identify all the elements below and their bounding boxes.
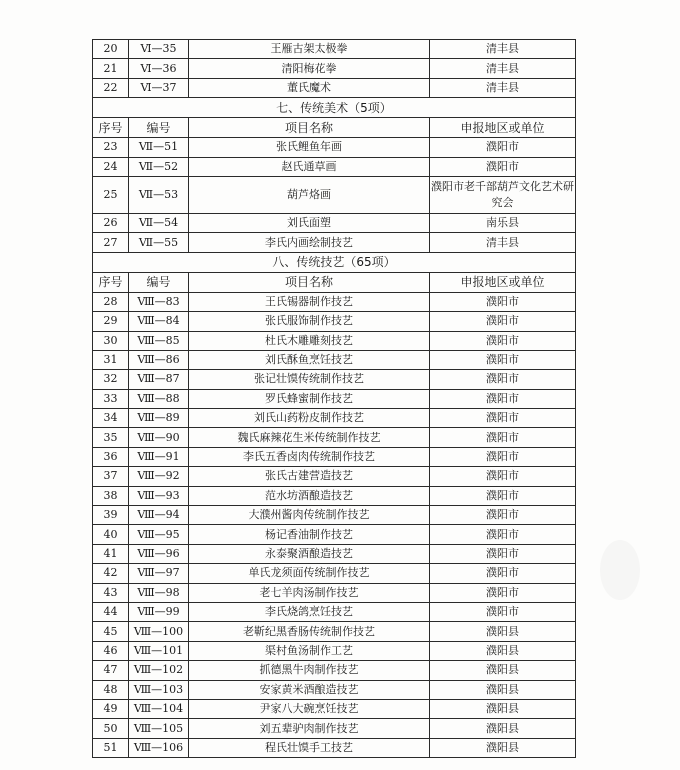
row-project-name: 李氏烧鸽烹饪技艺 — [189, 602, 430, 621]
row-unit: 濮阳市 — [430, 506, 576, 525]
row-unit: 濮阳市 — [430, 447, 576, 466]
header-code: 编号 — [129, 272, 189, 292]
row-project-name: 抓德黑牛肉制作技艺 — [189, 661, 430, 680]
row-code: Ⅷ—87 — [129, 370, 189, 389]
row-project-name: 单氏龙须面传统制作技艺 — [189, 564, 430, 583]
row-code: Ⅶ—55 — [129, 233, 189, 252]
header-number: 序号 — [93, 118, 129, 138]
row-code: Ⅵ—36 — [129, 59, 189, 78]
row-code: Ⅷ—98 — [129, 583, 189, 602]
row-unit: 清丰县 — [430, 233, 576, 252]
row-project-name: 张氏鲤鱼年画 — [189, 138, 430, 157]
table-row — [93, 350, 576, 369]
row-code: Ⅷ—85 — [129, 331, 189, 350]
row-project-name: 葫芦烙画 — [189, 176, 430, 213]
row-project-name: 杨记香油制作技艺 — [189, 525, 430, 544]
row-number: 51 — [93, 738, 129, 757]
row-number: 50 — [93, 719, 129, 738]
row-unit: 清丰县 — [430, 59, 576, 78]
row-unit: 濮阳市 — [430, 583, 576, 602]
row-number: 31 — [93, 350, 129, 369]
row-code: Ⅷ—96 — [129, 544, 189, 563]
row-project-name: 王氏锡器制作技艺 — [189, 292, 430, 311]
table-row — [93, 157, 576, 176]
row-number: 41 — [93, 544, 129, 563]
table-row — [93, 428, 576, 447]
row-code: Ⅵ—35 — [129, 40, 189, 59]
row-project-name: 魏氏麻辣花生米传统制作技艺 — [189, 428, 430, 447]
row-code: Ⅷ—103 — [129, 680, 189, 699]
row-number: 30 — [93, 331, 129, 350]
row-code: Ⅷ—106 — [129, 738, 189, 757]
row-code: Ⅷ—89 — [129, 409, 189, 428]
row-code: Ⅷ—83 — [129, 292, 189, 311]
row-code: Ⅷ—102 — [129, 661, 189, 680]
row-project-name: 程氏壮馍手工技艺 — [189, 738, 430, 757]
row-number: 39 — [93, 506, 129, 525]
table-row — [93, 176, 576, 213]
row-unit: 濮阳市 — [430, 157, 576, 176]
row-unit: 濮阳市 — [430, 312, 576, 331]
table-row — [93, 78, 576, 97]
row-code: Ⅶ—53 — [129, 176, 189, 213]
header-unit: 申报地区或单位 — [430, 272, 576, 292]
table-row — [93, 213, 576, 232]
row-project-name: 老七羊肉汤制作技艺 — [189, 583, 430, 602]
table-row — [93, 233, 576, 252]
table-row — [93, 622, 576, 641]
row-number: 42 — [93, 564, 129, 583]
row-project-name: 董氏魔术 — [189, 78, 430, 97]
row-code: Ⅷ—101 — [129, 641, 189, 660]
row-project-name: 老靳纪黑香肠传统制作技艺 — [189, 622, 430, 641]
table-row — [93, 59, 576, 78]
header-project-name: 项目名称 — [189, 118, 430, 138]
row-project-name: 大濮州酱肉传统制作技艺 — [189, 506, 430, 525]
section-title-row — [93, 98, 576, 118]
table-row — [93, 40, 576, 59]
row-project-name: 杜氏木雕雕刻技艺 — [189, 331, 430, 350]
row-number: 43 — [93, 583, 129, 602]
row-unit: 濮阳市 — [430, 486, 576, 505]
row-number: 24 — [93, 157, 129, 176]
row-unit: 濮阳县 — [430, 680, 576, 699]
row-project-name: 张记壮馍传统制作技艺 — [189, 370, 430, 389]
header-code: 编号 — [129, 118, 189, 138]
row-number: 36 — [93, 447, 129, 466]
row-unit: 清丰县 — [430, 78, 576, 97]
row-project-name: 范水坊酒酿造技艺 — [189, 486, 430, 505]
row-unit: 清丰县 — [430, 40, 576, 59]
row-unit: 濮阳县 — [430, 699, 576, 718]
row-number: 46 — [93, 641, 129, 660]
section-title: 七、传统美术（5项） — [93, 98, 576, 118]
row-code: Ⅷ—93 — [129, 486, 189, 505]
row-number: 48 — [93, 680, 129, 699]
table-row — [93, 331, 576, 350]
table-row — [93, 583, 576, 602]
row-unit: 濮阳市 — [430, 370, 576, 389]
row-project-name: 李氏五香卤肉传统制作技艺 — [189, 447, 430, 466]
row-code: Ⅷ—105 — [129, 719, 189, 738]
row-unit: 濮阳市 — [430, 138, 576, 157]
table-row — [93, 564, 576, 583]
row-project-name: 张氏服饰制作技艺 — [189, 312, 430, 331]
row-unit: 濮阳市 — [430, 389, 576, 408]
row-code: Ⅶ—52 — [129, 157, 189, 176]
row-unit: 濮阳县 — [430, 641, 576, 660]
row-unit: 濮阳县 — [430, 661, 576, 680]
row-code: Ⅷ—92 — [129, 467, 189, 486]
row-code: Ⅷ—90 — [129, 428, 189, 447]
section-title: 八、传统技艺（65项） — [93, 252, 576, 272]
row-code: Ⅷ—94 — [129, 506, 189, 525]
row-number: 33 — [93, 389, 129, 408]
row-number: 49 — [93, 699, 129, 718]
row-unit: 濮阳县 — [430, 738, 576, 757]
table-row — [93, 138, 576, 157]
row-code: Ⅶ—51 — [129, 138, 189, 157]
table-row — [93, 641, 576, 660]
scan-smudge — [600, 540, 640, 600]
row-project-name: 渠村鱼汤制作工艺 — [189, 641, 430, 660]
table-row — [93, 486, 576, 505]
row-number: 37 — [93, 467, 129, 486]
row-number: 44 — [93, 602, 129, 621]
row-code: Ⅷ—95 — [129, 525, 189, 544]
row-unit: 濮阳市 — [430, 350, 576, 369]
row-number: 34 — [93, 409, 129, 428]
row-unit: 南乐县 — [430, 213, 576, 232]
table-row — [93, 447, 576, 466]
row-number: 32 — [93, 370, 129, 389]
row-number: 47 — [93, 661, 129, 680]
row-unit: 濮阳市 — [430, 467, 576, 486]
row-number: 20 — [93, 40, 129, 59]
row-number: 28 — [93, 292, 129, 311]
row-code: Ⅷ—91 — [129, 447, 189, 466]
row-unit: 濮阳市 — [430, 602, 576, 621]
row-project-name: 赵氏通草画 — [189, 157, 430, 176]
row-number: 40 — [93, 525, 129, 544]
row-project-name: 刘氏面塑 — [189, 213, 430, 232]
row-project-name: 尹家八大碗烹饪技艺 — [189, 699, 430, 718]
table-row — [93, 602, 576, 621]
table-row — [93, 312, 576, 331]
row-project-name: 安家黄米酒酿造技艺 — [189, 680, 430, 699]
row-code: Ⅷ—99 — [129, 602, 189, 621]
row-number: 22 — [93, 78, 129, 97]
row-number: 21 — [93, 59, 129, 78]
row-unit: 濮阳县 — [430, 719, 576, 738]
table-row — [93, 292, 576, 311]
heritage-list-table — [92, 39, 576, 758]
row-code: Ⅵ—37 — [129, 78, 189, 97]
table-row — [93, 719, 576, 738]
row-unit: 濮阳市 — [430, 525, 576, 544]
table-row — [93, 544, 576, 563]
row-number: 27 — [93, 233, 129, 252]
row-unit: 濮阳市 — [430, 292, 576, 311]
table-row — [93, 409, 576, 428]
row-project-name: 永泰聚酒酿造技艺 — [189, 544, 430, 563]
row-number: 25 — [93, 176, 129, 213]
row-number: 29 — [93, 312, 129, 331]
row-unit: 濮阳市老千部葫芦文化艺术研究会 — [430, 176, 576, 213]
row-project-name: 李氏内画绘制技艺 — [189, 233, 430, 252]
row-unit: 濮阳市 — [430, 428, 576, 447]
row-code: Ⅷ—84 — [129, 312, 189, 331]
row-unit: 濮阳市 — [430, 564, 576, 583]
header-number: 序号 — [93, 272, 129, 292]
row-code: Ⅷ—86 — [129, 350, 189, 369]
row-project-name: 刘氏山药粉皮制作技艺 — [189, 409, 430, 428]
header-project-name: 项目名称 — [189, 272, 430, 292]
section-title-row — [93, 252, 576, 272]
table-row — [93, 506, 576, 525]
header-row — [93, 118, 576, 138]
row-code: Ⅶ—54 — [129, 213, 189, 232]
row-number: 45 — [93, 622, 129, 641]
table-body — [93, 40, 576, 758]
row-project-name: 刘氏酥鱼烹饪技艺 — [189, 350, 430, 369]
header-unit: 申报地区或单位 — [430, 118, 576, 138]
row-code: Ⅷ—104 — [129, 699, 189, 718]
row-number: 35 — [93, 428, 129, 447]
row-project-name: 清阳梅花拳 — [189, 59, 430, 78]
row-project-name: 王雁古架太极拳 — [189, 40, 430, 59]
row-project-name: 罗氏蜂蜜制作技艺 — [189, 389, 430, 408]
table-row — [93, 370, 576, 389]
table-row — [93, 699, 576, 718]
row-unit: 濮阳市 — [430, 331, 576, 350]
table-row — [93, 467, 576, 486]
row-code: Ⅷ—97 — [129, 564, 189, 583]
row-number: 38 — [93, 486, 129, 505]
row-code: Ⅷ—100 — [129, 622, 189, 641]
row-unit: 濮阳市 — [430, 544, 576, 563]
table-row — [93, 389, 576, 408]
row-number: 26 — [93, 213, 129, 232]
table-row — [93, 661, 576, 680]
table-row — [93, 738, 576, 757]
table-row — [93, 680, 576, 699]
row-code: Ⅷ—88 — [129, 389, 189, 408]
header-row — [93, 272, 576, 292]
row-unit: 濮阳市 — [430, 409, 576, 428]
row-number: 23 — [93, 138, 129, 157]
row-project-name: 张氏古建营造技艺 — [189, 467, 430, 486]
row-unit: 濮阳县 — [430, 622, 576, 641]
table-row — [93, 525, 576, 544]
row-project-name: 刘五辈驴肉制作技艺 — [189, 719, 430, 738]
